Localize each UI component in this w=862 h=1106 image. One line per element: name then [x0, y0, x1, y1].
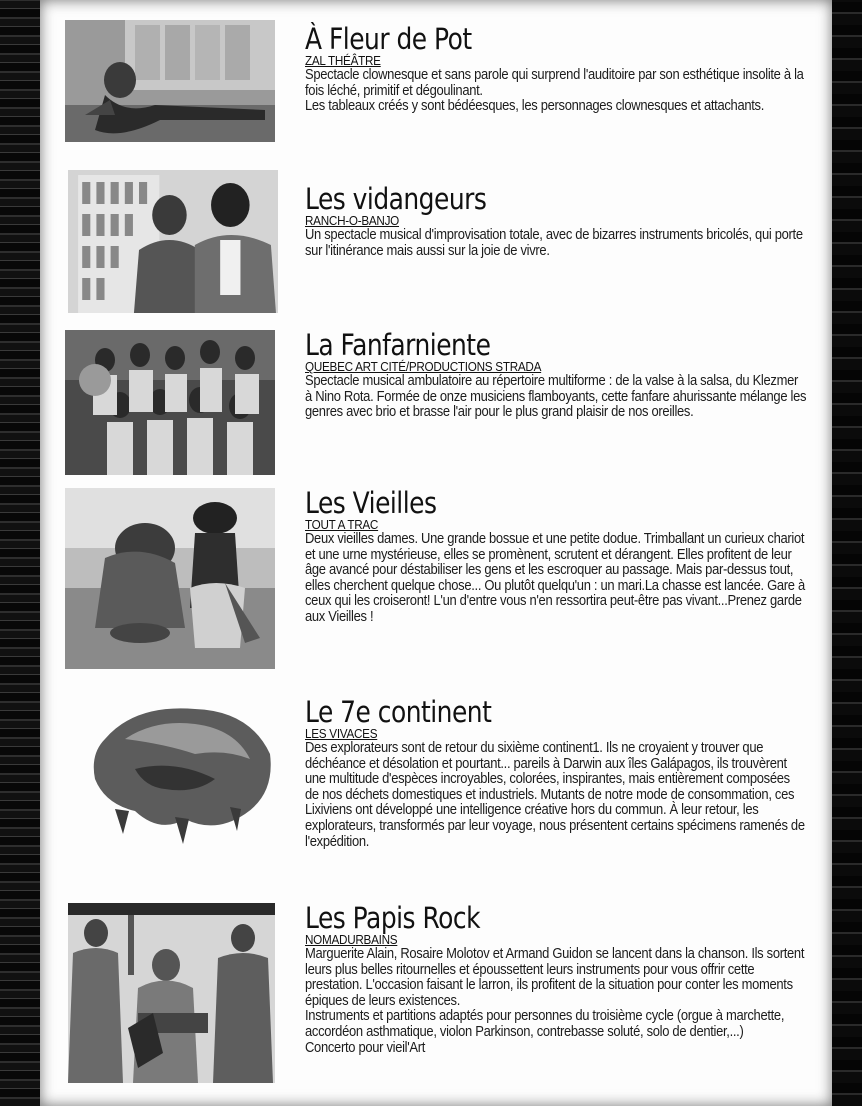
show-photo	[68, 170, 278, 313]
show-photo	[65, 699, 275, 849]
show-description: Des explorateurs sont de retour du sixième continent1. Ils ne croyaient y trouver que déchéance et désolation et pourtant... pareils à Darwin aux îles Galápagos, ils trouvèrent une multitude d'espèces incroyables, colorées, inspirantes, mais entièrement composées de nos déchets domestiques et industriels. Mutants de notre mode de consommation, ces Lixiviens ont développé une intelligence créative hors du commun. À leur retour, les explorateurs, transformés par leur voyage, nous présentent certains spécimens ramenés de l'expédition.	[305, 740, 805, 850]
show-photo	[65, 20, 275, 142]
company-name: NOMADURBAINS	[305, 932, 398, 947]
company-name: LES VIVACES	[305, 726, 378, 741]
show-description: Marguerite Alain, Rosaire Molotov et Armand Guidon se lancent dans la chanson. Ils sortent leurs plus belles ritournelles et époussettent leurs instruments pour vous offrir cette prestation. L'occasion faisant le larron, ils profitent de la situation pour conter les moments épiques de leurs existences. Instruments et partitions adaptés pour personnes du troisième cycle (orgue à marchette, accordéon asthmatique, violon Parkinson, contrebasse soluté, solo de dentier,...) Concerto pour vieil'Art	[305, 946, 805, 1056]
show-title: Les vidangeurs	[305, 182, 487, 216]
show-title: À Fleur de Pot	[305, 22, 472, 56]
show-title: Les Vieilles	[305, 486, 437, 520]
show-title: Les Papis Rock	[305, 901, 481, 935]
program-page	[40, 0, 832, 1106]
company-name: RANCH-O-BANJO	[305, 213, 399, 228]
show-photo	[65, 330, 275, 475]
company-name: QUEBEC ART CITÉ/PRODUCTIONS STRADA	[305, 359, 542, 374]
show-photo	[68, 903, 275, 1083]
company-name: ZAL THÉÂTRE	[305, 53, 381, 68]
show-description: Spectacle musical ambulatoire au répertoire multiforme : de la valse à la salsa, du Klezmer à Nino Rota. Formée de onze musiciens flamboyants, cette fanfare ahurissante mélange les genres avec brio et brasse l'air pour le plus grand plaisir de nos oreilles.	[305, 373, 807, 421]
page-edge-right	[832, 0, 862, 1106]
show-title: La Fanfarniente	[305, 328, 491, 362]
show-description: Spectacle clownesque et sans parole qui surprend l'auditoire par son esthétique insolite à la fois léché, primitif et dégoulinant. Les tableaux créés y sont bédéesques, les personnages clownesques et attachants.	[305, 67, 804, 115]
company-name: TOUT A TRAC	[305, 517, 379, 532]
show-description: Deux vieilles dames. Une grande bossue et une petite dodue. Trimballant un curieux chariot et une urne mystérieuse, elles se promènent, scrutent et dérangent. Elles profitent de leur âge avancé pour déstabiliser les gens et les escroquer au passage. Mais par-dessus tout, elles cherchent quelque chose... Ou plutôt quelqu'un : un mari.La chasse est lancée. Gare à ceux qui les croiseront! L'un d'entre vous n'en ressortira peut-être pas vivant...Prenez garde aux Vieilles !	[305, 531, 805, 625]
show-title: Le 7e continent	[305, 695, 492, 729]
show-photo	[65, 488, 275, 669]
page-edge-left	[0, 0, 40, 1106]
show-description: Un spectacle musical d'improvisation totale, avec de bizarres instruments bricolés, qui porte sur l'itinérance mais aussi sur la joie de vivre.	[305, 227, 803, 259]
